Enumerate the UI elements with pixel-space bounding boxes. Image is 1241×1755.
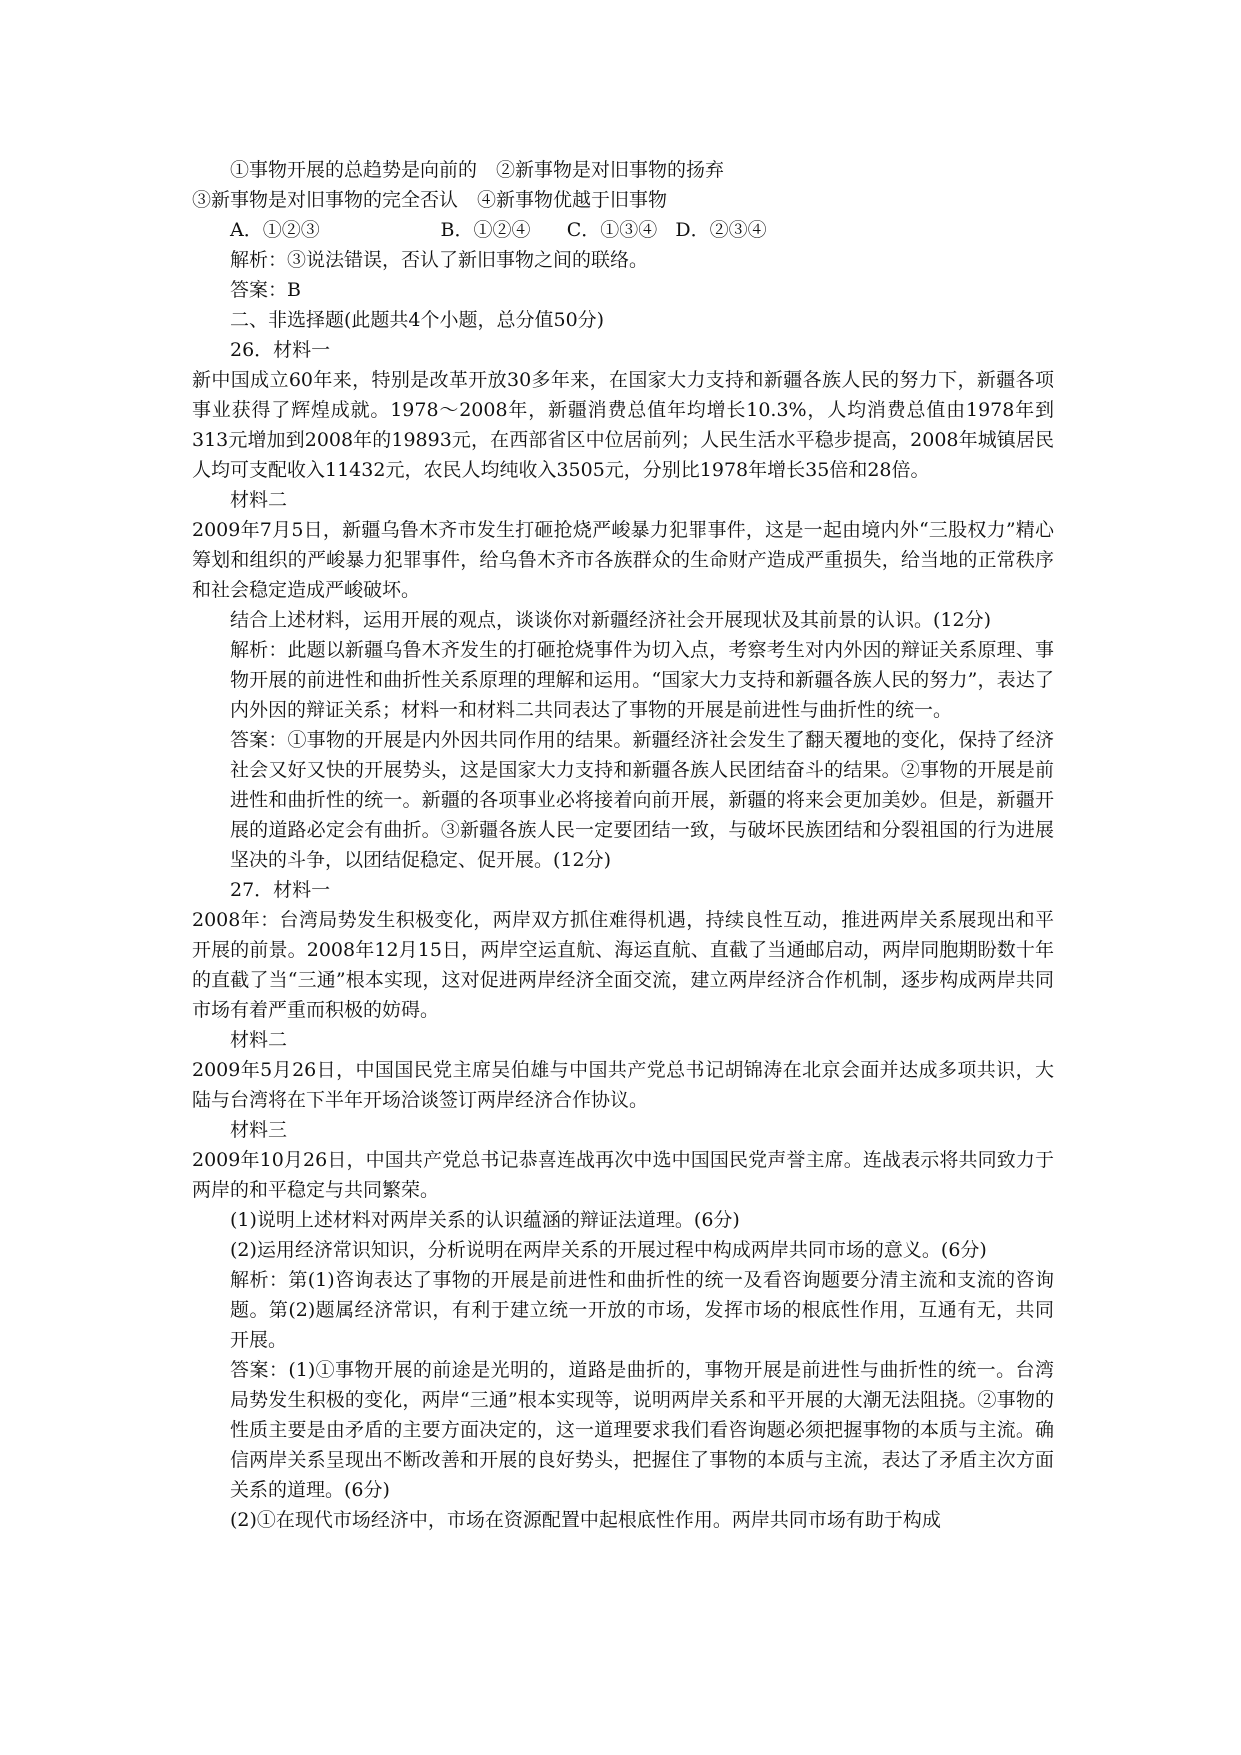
paragraph: 材料二 (230, 1029, 288, 1051)
paragraph: 2009年7月5日，新疆乌鲁木齐市发生打砸抢烧严峻暴力犯罪事件，这是一起由境内外“三股权力”精心筹划和组织的严峻暴力犯罪事件，给乌鲁木齐市各族群众的生命财产造成严重损失，给当地的正常秩序和社会稳定造成严峻破坏。 (192, 519, 1054, 601)
paragraph: 解析：第(1)咨询表达了事物的开展是前进性和曲折性的统一及看咨询题要分清主流和支流的咨询题。第(2)题属经济常识，有利于建立统一开放的市场，发挥市场的根底性作用，互通有无，共同开展。 (230, 1269, 1054, 1351)
paragraph: ①事物开展的总趋势是向前的 ②新事物是对旧事物的扬弃 (230, 159, 725, 181)
document-body (192, 155, 1054, 1535)
paragraph: 27．材料一 (230, 879, 331, 901)
paragraph: 二、非选择题(此题共4个小题，总分值50分) (230, 309, 605, 331)
paragraph: 解析：③说法错误，否认了新旧事物之间的联络。 (230, 249, 649, 271)
paragraph: 2009年5月26日，中国国民党主席吴伯雄与中国共产党总书记胡锦涛在北京会面并达成多项共识，大陆与台湾将在下半年开场洽谈签订两岸经济合作协议。 (192, 1059, 1054, 1111)
paragraph: 新中国成立60年来，特别是改革开放30多年来，在国家大力支持和新疆各族人民的努力下，新疆各项事业获得了辉煌成就。1978～2008年，新疆消费总值年均增长10.3%，人均消费总值由1978年到313元增加到2008年的19893元，在西部省区中位居前列；人民生活水平稳步提高，2008年城镇居民人均可支配收入11432元，农民人均纯收入3505元，分别比1978年增长35倍和28倍。 (192, 369, 1054, 481)
paragraph: (2)运用经济常识知识，分析说明在两岸关系的开展过程中构成两岸共同市场的意义。(6分) (230, 1239, 987, 1261)
paragraph: ③新事物是对旧事物的完全否认 ④新事物优越于旧事物 (192, 189, 668, 211)
paragraph: (1)说明上述材料对两岸关系的认识蕴涵的辩证法道理。(6分) (230, 1209, 740, 1231)
paragraph: 解析：此题以新疆乌鲁木齐发生的打砸抢烧事件为切入点，考察考生对内外因的辩证关系原理、事物开展的前进性和曲折性关系原理的理解和运用。“国家大力支持和新疆各族人民的努力”，表达了内外因的辩证关系；材料一和材料二共同表达了事物的开展是前进性与曲折性的统一。 (230, 639, 1054, 721)
paragraph: 2009年10月26日，中国共产党总书记恭喜连战再次中选中国国民党声誉主席。连战表示将共同致力于两岸的和平稳定与共同繁荣。 (192, 1149, 1054, 1201)
paragraph: (2)①在现代市场经济中，市场在资源配置中起根底性作用。两岸共同市场有助于构成 (230, 1509, 941, 1531)
answer-options: A．①②③ B．①②④ C．①③④ D．②③④ (230, 219, 767, 241)
paragraph: 26．材料一 (230, 339, 331, 361)
paragraph: 材料二 (230, 489, 288, 511)
paragraph: 答案：①事物的开展是内外因共同作用的结果。新疆经济社会发生了翻天覆地的变化，保持了经济社会又好又快的开展势头，这是国家大力支持和新疆各族人民团结奋斗的结果。②事物的开展是前进性和曲折性的统一。新疆的各项事业必将接着向前开展，新疆的将来会更加美妙。但是，新疆开展的道路必定会有曲折。③新疆各族人民一定要团结一致，与破坏民族团结和分裂祖国的行为进展坚决的斗争，以团结促稳定、促开展。(12分) (230, 729, 1054, 871)
paragraph: 2008年：台湾局势发生积极变化，两岸双方抓住难得机遇，持续良性互动，推进两岸关系展现出和平开展的前景。2008年12月15日，两岸空运直航、海运直航、直截了当通邮启动，两岸同胞期盼数十年的直截了当“三通”根本实现，这对促进两岸经济全面交流，建立两岸经济合作机制，逐步构成两岸共同市场有着严重而积极的妨碍。 (192, 909, 1054, 1021)
paragraph: 材料三 (230, 1119, 288, 1141)
paragraph: 答案：B (230, 279, 301, 301)
paragraph: 结合上述材料，运用开展的观点，谈谈你对新疆经济社会开展现状及其前景的认识。(12分) (230, 609, 992, 631)
paragraph: 答案：(1)①事物开展的前途是光明的，道路是曲折的，事物开展是前进性与曲折性的统一。台湾局势发生积极的变化，两岸“三通”根本实现等，说明两岸关系和平开展的大潮无法阻挠。②事物的性质主要是由矛盾的主要方面决定的，这一道理要求我们看咨询题必须把握事物的本质与主流。确信两岸关系呈现出不断改善和开展的良好势头，把握住了事物的本质与主流，表达了矛盾主次方面关系的道理。(6分) (230, 1359, 1054, 1501)
